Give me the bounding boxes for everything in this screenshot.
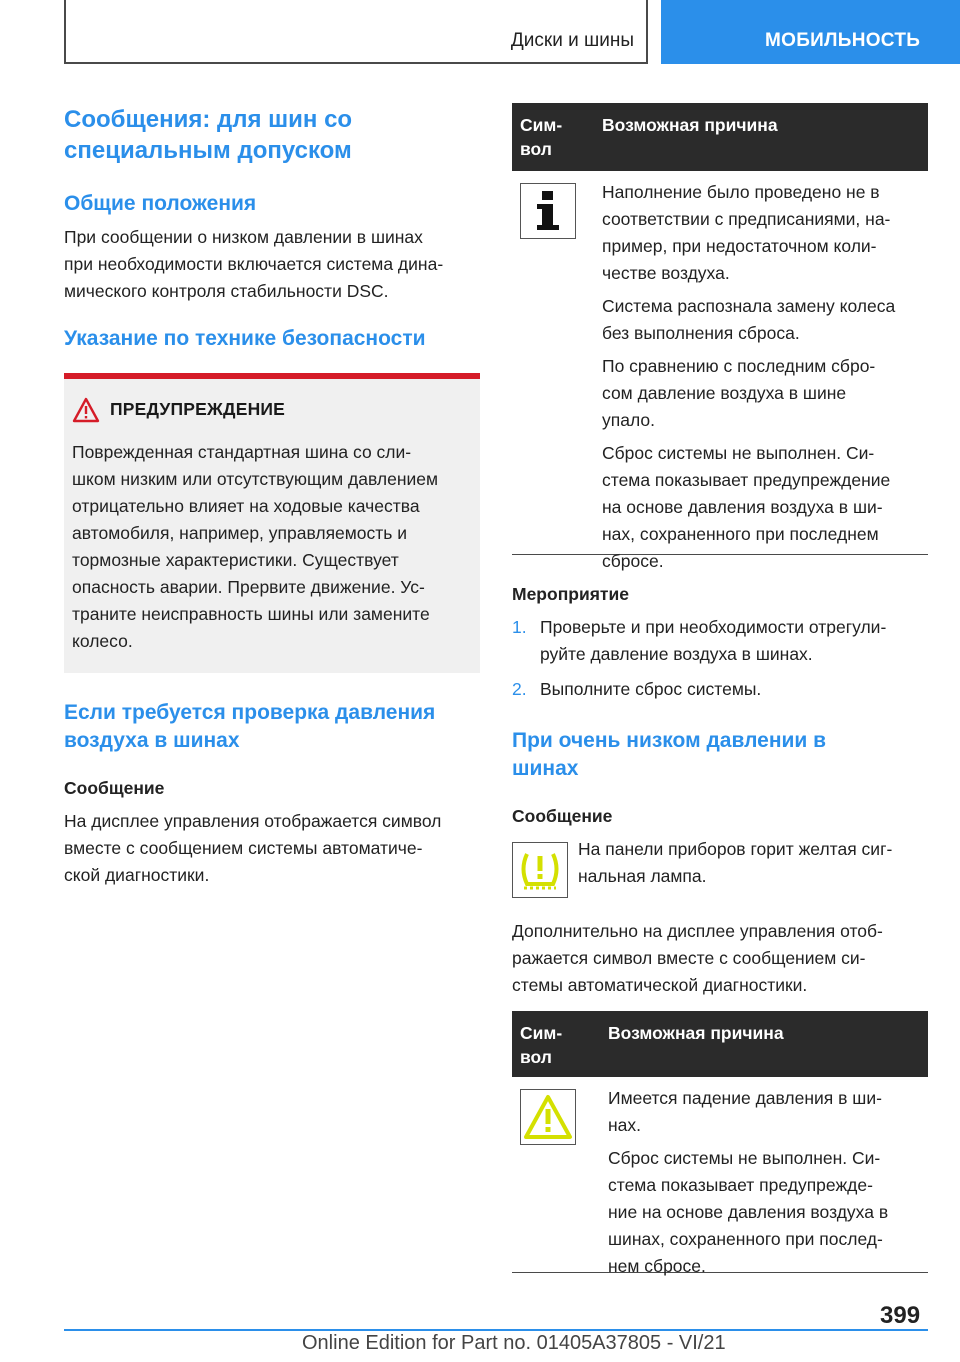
check-pressure-heading bbox=[64, 699, 480, 755]
steps-list bbox=[512, 614, 928, 703]
text-line: Проверьте и при необходимости отрегули- bbox=[540, 617, 887, 637]
text-line: нальная лампа. bbox=[578, 866, 707, 886]
text-line: траните неисправность шины или замените bbox=[72, 604, 430, 624]
symbol-column-header bbox=[520, 113, 580, 161]
general-text bbox=[64, 224, 480, 305]
list-item bbox=[512, 676, 928, 703]
message-text bbox=[64, 808, 480, 889]
cause-paragraph bbox=[602, 293, 928, 347]
text-line: соответствии с предписаниями, на- bbox=[602, 209, 891, 229]
page-title-line: специальным допуском bbox=[64, 137, 352, 164]
message-label-2: Сообщение bbox=[512, 806, 613, 826]
text-line: Выполните сброс системы. bbox=[540, 679, 762, 699]
text-line: Сброс системы не выполнен. Си- bbox=[608, 1148, 881, 1168]
heading-line: Если требуется проверка давления bbox=[64, 701, 436, 724]
footer-edition: Online Edition for Part no. 01405A37805 - VI/21 bbox=[302, 1332, 726, 1354]
header-section-title: Диски и шины bbox=[510, 30, 634, 51]
page-number: 399 bbox=[880, 1302, 921, 1329]
left-column bbox=[64, 100, 480, 889]
text-line: На дисплее управления отображается символ bbox=[64, 811, 442, 831]
step-number: 1. bbox=[512, 617, 527, 637]
cause-table-row-2 bbox=[512, 1077, 928, 1276]
page-title bbox=[64, 104, 480, 166]
text-line: При сообщении о низком давлении в шинах bbox=[64, 227, 423, 247]
info-icon bbox=[520, 183, 576, 239]
low-pressure-heading bbox=[512, 727, 928, 783]
text-line: шком низким или отсутствующим давлением bbox=[72, 469, 439, 489]
cause-paragraph bbox=[608, 1145, 928, 1280]
text-line: упало. bbox=[602, 410, 655, 430]
text-line: ской диагностики. bbox=[64, 865, 210, 885]
text-line: На панели приборов горит желтая сиг- bbox=[578, 839, 893, 859]
cause-table-header bbox=[512, 103, 928, 171]
cause-paragraph bbox=[602, 440, 928, 575]
text-line: стемы автоматической диагностики. bbox=[512, 975, 808, 995]
cause-paragraph bbox=[602, 353, 928, 434]
text-line: сбросе. bbox=[602, 551, 664, 571]
warning-box bbox=[64, 373, 480, 673]
text-line: Наполнение было проведено не в bbox=[602, 182, 880, 202]
cause-text bbox=[608, 1085, 928, 1286]
text-line: Сброс системы не выполнен. Си- bbox=[602, 443, 875, 463]
text-line: ражается символ вместе с сообщением си- bbox=[512, 948, 866, 968]
text-line: мического контроля стабильности DSC. bbox=[64, 281, 389, 301]
text-line: нах. bbox=[608, 1115, 642, 1135]
header-line: вол bbox=[520, 139, 552, 159]
text-line: сом давление воздуха в шине bbox=[602, 383, 847, 403]
cause-table-header-2 bbox=[512, 1011, 928, 1077]
text-line: пример, при недостаточном коли- bbox=[602, 236, 877, 256]
lamp-row bbox=[512, 838, 928, 906]
message-label: Сообщение bbox=[64, 778, 165, 798]
lamp-text bbox=[578, 836, 892, 890]
text-line: тормозные характеристики. Существует bbox=[72, 550, 399, 570]
footer-divider bbox=[64, 1329, 928, 1331]
header-chapter-box bbox=[661, 0, 960, 64]
text-line: руйте давление воздуха в шинах. bbox=[540, 644, 813, 664]
text-line: опасность аварии. Прервите движение. Ус- bbox=[72, 577, 425, 597]
text-line: отрицательно влияет на ходовые качества bbox=[72, 496, 420, 516]
text-line: колесо. bbox=[72, 631, 133, 651]
cause-paragraph bbox=[602, 179, 928, 287]
cause-column-header: Возможная причина bbox=[608, 1023, 784, 1043]
heading-line: шинах bbox=[512, 757, 579, 780]
text-line: вместе с сообщением системы автоматиче- bbox=[64, 838, 423, 858]
cause-paragraph bbox=[608, 1085, 928, 1139]
heading-line: При очень низком давлении в bbox=[512, 729, 827, 752]
right-column bbox=[512, 100, 928, 1276]
text-line: ние на основе давления воздуха в bbox=[608, 1202, 889, 1222]
text-line: стема показывает предупрежде- bbox=[608, 1175, 873, 1195]
text-line: честве воздуха. bbox=[602, 263, 730, 283]
page-title-line: Сообщения: для шин со bbox=[64, 106, 353, 133]
heading-line: воздуха в шинах bbox=[64, 729, 240, 752]
symbol-column-header bbox=[520, 1021, 580, 1069]
cause-text bbox=[602, 179, 928, 581]
text-line: без выполнения сброса. bbox=[602, 323, 800, 343]
text-line: при необходимости включается система дина- bbox=[64, 254, 444, 274]
header-chapter-title: МОБИЛЬНОСТЬ bbox=[765, 30, 921, 51]
extra-text bbox=[512, 918, 928, 999]
text-line: на основе давления воздуха в ши- bbox=[602, 497, 883, 517]
text-line: Имеется падение давления в ши- bbox=[608, 1088, 882, 1108]
measure-label: Мероприятие bbox=[512, 584, 629, 604]
text-line: Поврежденная стандартная шина со сли- bbox=[72, 442, 412, 462]
warning-title: ПРЕДУПРЕЖДЕНИЕ bbox=[110, 399, 286, 419]
safety-heading: Указание по технике безопасности bbox=[64, 327, 426, 350]
list-item bbox=[512, 614, 928, 668]
text-line: нах, сохраненного при последнем bbox=[602, 524, 879, 544]
header-section-box bbox=[64, 0, 648, 64]
text-line: По сравнению с последним сбро- bbox=[602, 356, 876, 376]
text-line: автомобиля, например, управляемость и bbox=[72, 523, 408, 543]
text-line: Система распознала замену колеса bbox=[602, 296, 896, 316]
cause-column-header: Возможная причина bbox=[602, 115, 778, 135]
step-number: 2. bbox=[512, 679, 527, 699]
general-heading: Общие положения bbox=[64, 192, 257, 215]
text-line: стема показывает предупреждение bbox=[602, 470, 891, 490]
warning-text bbox=[64, 379, 480, 673]
header-line: Сим- bbox=[520, 1023, 563, 1043]
text-line: нем сбросе. bbox=[608, 1256, 706, 1276]
header-line: Сим- bbox=[520, 115, 563, 135]
tire-pressure-warning-icon bbox=[512, 842, 568, 898]
header-line: вол bbox=[520, 1047, 552, 1067]
cause-table-row bbox=[512, 171, 928, 571]
warning-triangle-icon bbox=[520, 1089, 576, 1145]
text-line: Дополнительно на дисплее управления отоб- bbox=[512, 921, 883, 941]
warning-triangle-icon bbox=[72, 397, 100, 423]
text-line: шинах, сохраненного при послед- bbox=[608, 1229, 883, 1249]
